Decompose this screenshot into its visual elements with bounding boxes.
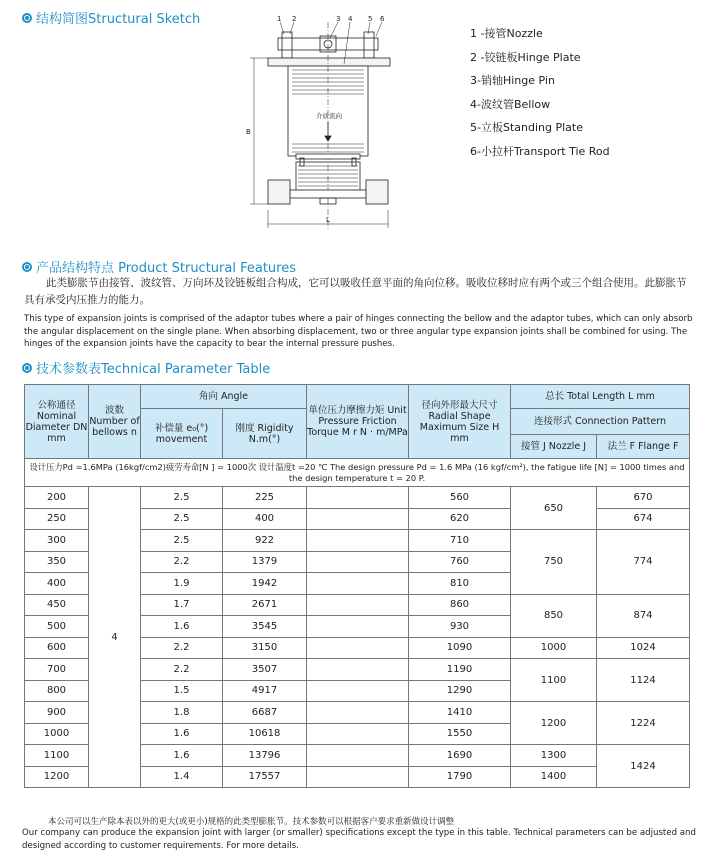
dn-cell: 400 xyxy=(25,573,89,595)
dn-cell: 200 xyxy=(25,487,89,509)
size-cell: 930 xyxy=(409,616,511,638)
header-total-length: 总长 Total Length L mm xyxy=(511,385,690,409)
header-flange: 法兰 F Flange F xyxy=(597,435,690,459)
movement-cell: 1.4 xyxy=(141,766,223,788)
bullet-icon xyxy=(22,13,32,23)
bullet-icon xyxy=(22,363,32,373)
sketch-title-text: 结构简图Structural Sketch xyxy=(36,12,201,27)
nozzle-length-cell: 1200 xyxy=(511,702,597,745)
dn-cell: 1200 xyxy=(25,766,89,788)
friction-cell xyxy=(307,702,409,724)
nozzle-length-cell: 1300 xyxy=(511,745,597,767)
flange-length-cell: 1224 xyxy=(597,702,690,745)
movement-cell: 1.7 xyxy=(141,594,223,616)
features-section-title xyxy=(22,257,296,276)
flange-length-cell: 1024 xyxy=(597,637,690,659)
friction-cell xyxy=(307,680,409,702)
features-title-text: 产品结构特点 Product Structural Features xyxy=(36,261,296,276)
dn-cell: 1100 xyxy=(25,745,89,767)
movement-cell: 1.5 xyxy=(141,680,223,702)
header-angle: 角向 Angle xyxy=(141,385,307,409)
rigidity-cell: 6687 xyxy=(223,702,307,724)
dn-cell: 700 xyxy=(25,659,89,681)
legend-item: 4-波纹管Bellow xyxy=(470,97,551,111)
size-cell: 860 xyxy=(409,594,511,616)
nozzle-length-cell: 750 xyxy=(511,530,597,595)
rigidity-cell: 3507 xyxy=(223,659,307,681)
friction-cell xyxy=(307,508,409,530)
callout-1: 1 xyxy=(277,15,282,23)
nozzle-length-cell: 850 xyxy=(511,594,597,637)
dn-cell: 450 xyxy=(25,594,89,616)
structural-sketch-drawing xyxy=(240,14,415,239)
technical-parameter-table xyxy=(24,384,690,788)
dn-cell: 500 xyxy=(25,616,89,638)
friction-cell xyxy=(307,766,409,788)
footer-note-en: Our company can produce the expansion joint with larger (or smaller) specifications except the type in this table. Technical parameters can be adjusted and designed according to customer requirements. For more details. xyxy=(22,828,696,851)
flange-length-cell: 1124 xyxy=(597,659,690,702)
friction-cell xyxy=(307,487,409,509)
dn-cell: 800 xyxy=(25,680,89,702)
rigidity-cell: 4917 xyxy=(223,680,307,702)
callout-3: 3 xyxy=(336,15,341,23)
size-cell: 620 xyxy=(409,508,511,530)
flange-length-cell: 670 xyxy=(597,487,690,509)
movement-cell: 1.8 xyxy=(141,702,223,724)
nozzle-length-cell: 1400 xyxy=(511,766,597,788)
size-cell: 1290 xyxy=(409,680,511,702)
header-size: 径向外形最大尺寸 Radial Shape Maximum Size H mm xyxy=(409,385,511,459)
size-cell: 1190 xyxy=(409,659,511,681)
movement-cell: 1.6 xyxy=(141,745,223,767)
sketch-section-title xyxy=(22,8,200,27)
dn-cell: 300 xyxy=(25,530,89,552)
size-cell: 560 xyxy=(409,487,511,509)
rigidity-cell: 225 xyxy=(223,487,307,509)
callout-4: 4 xyxy=(348,15,353,23)
table-row xyxy=(25,487,690,509)
nozzle-length-cell: 1100 xyxy=(511,659,597,702)
header-connection: 连接形式 Connection Pattern xyxy=(511,409,690,435)
callout-6: 6 xyxy=(380,15,385,23)
table-title-text: 技术参数表Technical Parameter Table xyxy=(36,362,271,377)
callout-5: 5 xyxy=(368,15,373,23)
size-cell: 710 xyxy=(409,530,511,552)
flange-length-cell: 674 xyxy=(597,508,690,530)
movement-cell: 1.9 xyxy=(141,573,223,595)
rigidity-cell: 1379 xyxy=(223,551,307,573)
size-cell: 1550 xyxy=(409,723,511,745)
header-movement: 补偿量 e₀(°) movement xyxy=(141,409,223,459)
dimension-l-label: L xyxy=(326,216,330,224)
dn-cell: 1000 xyxy=(25,723,89,745)
friction-cell xyxy=(307,659,409,681)
header-waves: 波数 Number of bellows n xyxy=(89,385,141,459)
dn-cell: 600 xyxy=(25,637,89,659)
nozzle-length-cell: 650 xyxy=(511,487,597,530)
header-friction: 单位压力摩擦力矩 Unit Pressure Friction Torque M r N · m/MPa xyxy=(307,385,409,459)
friction-cell xyxy=(307,530,409,552)
friction-cell xyxy=(307,573,409,595)
size-cell: 1410 xyxy=(409,702,511,724)
parts-legend xyxy=(470,22,610,163)
rigidity-cell: 400 xyxy=(223,508,307,530)
friction-cell xyxy=(307,723,409,745)
size-cell: 810 xyxy=(409,573,511,595)
movement-cell: 2.2 xyxy=(141,551,223,573)
size-cell: 760 xyxy=(409,551,511,573)
size-cell: 1090 xyxy=(409,637,511,659)
rigidity-cell: 17557 xyxy=(223,766,307,788)
legend-item: 3-销轴Hinge Pin xyxy=(470,74,555,87)
friction-cell xyxy=(307,551,409,573)
friction-cell xyxy=(307,745,409,767)
header-nozzle: 接管 J Nozzle J xyxy=(511,435,597,459)
movement-cell: 2.2 xyxy=(141,659,223,681)
size-cell: 1790 xyxy=(409,766,511,788)
design-conditions: 设计压力Pd =1.6MPa (16kgf/cm2)疲劳寿命[N ] = 1000次 设计温度t =20 ℃ The design pressure Pd = 1.6 MPa (16 kgf/cm²), the fatigue life [N] = 1000 times and the design temperature t = 20 P. xyxy=(25,459,690,487)
rigidity-cell: 1942 xyxy=(223,573,307,595)
movement-cell: 2.5 xyxy=(141,508,223,530)
rigidity-cell: 13796 xyxy=(223,745,307,767)
rigidity-cell: 3545 xyxy=(223,616,307,638)
features-description-cn: 此类膨胀节由接管、波纹管、万向环及铰链板组合构成，它可以吸收任意平面的角向位移。吸收位移时应有两个或三个组合使用。此膨胀节具有承受内压推力的能力。 xyxy=(24,277,687,306)
friction-cell xyxy=(307,594,409,616)
dn-cell: 900 xyxy=(25,702,89,724)
movement-cell: 1.6 xyxy=(141,723,223,745)
flange-length-cell: 874 xyxy=(597,594,690,637)
friction-cell xyxy=(307,637,409,659)
rigidity-cell: 922 xyxy=(223,530,307,552)
size-cell: 1690 xyxy=(409,745,511,767)
rigidity-cell: 3150 xyxy=(223,637,307,659)
movement-cell: 2.5 xyxy=(141,530,223,552)
bullet-icon xyxy=(22,262,32,272)
dn-cell: 350 xyxy=(25,551,89,573)
footer-note-cn: 本公司可以生产除本表以外的更大(或更小)规格的此类型膨胀节。技术参数可以根据客户要求重新做设计调整 xyxy=(48,817,455,827)
legend-item: 5-立板Standing Plate xyxy=(470,121,583,134)
table-section-title xyxy=(22,358,270,377)
callout-2: 2 xyxy=(292,15,297,23)
friction-cell xyxy=(307,616,409,638)
nozzle-length-cell: 1000 xyxy=(511,637,597,659)
movement-cell: 2.5 xyxy=(141,487,223,509)
legend-item: 6-小拉杆Transport Tie Rod xyxy=(470,144,610,158)
rigidity-cell: 2671 xyxy=(223,594,307,616)
waves-cell: 4 xyxy=(89,487,141,788)
movement-cell: 1.6 xyxy=(141,616,223,638)
medium-flow-label: 介质流向 xyxy=(316,112,342,120)
rigidity-cell: 10618 xyxy=(223,723,307,745)
dimension-b-label: B xyxy=(246,128,251,136)
legend-item: 2 -铰链板Hinge Plate xyxy=(470,50,581,64)
features-description-en: This type of expansion joints is comprised of the adaptor tubes where a pair of hinges connecting the bellow and the adaptor tubes, which can only absorb the angular displacement on the single plane. When absorbing displacement, two or three angular type expansion joints shall be combined for using. The hinges of the expansion joints have the capacity to bear the internal pressure pushes. xyxy=(24,314,693,349)
dn-cell: 250 xyxy=(25,508,89,530)
flange-length-cell: 774 xyxy=(597,530,690,595)
header-rigidity: 刚度 Rigidity N.m(°) xyxy=(223,409,307,459)
header-dn: 公称通径 Nominal Diameter DN mm xyxy=(25,385,89,459)
flange-length-cell: 1424 xyxy=(597,745,690,788)
movement-cell: 2.2 xyxy=(141,637,223,659)
legend-item: 1 -接管Nozzle xyxy=(470,27,543,40)
